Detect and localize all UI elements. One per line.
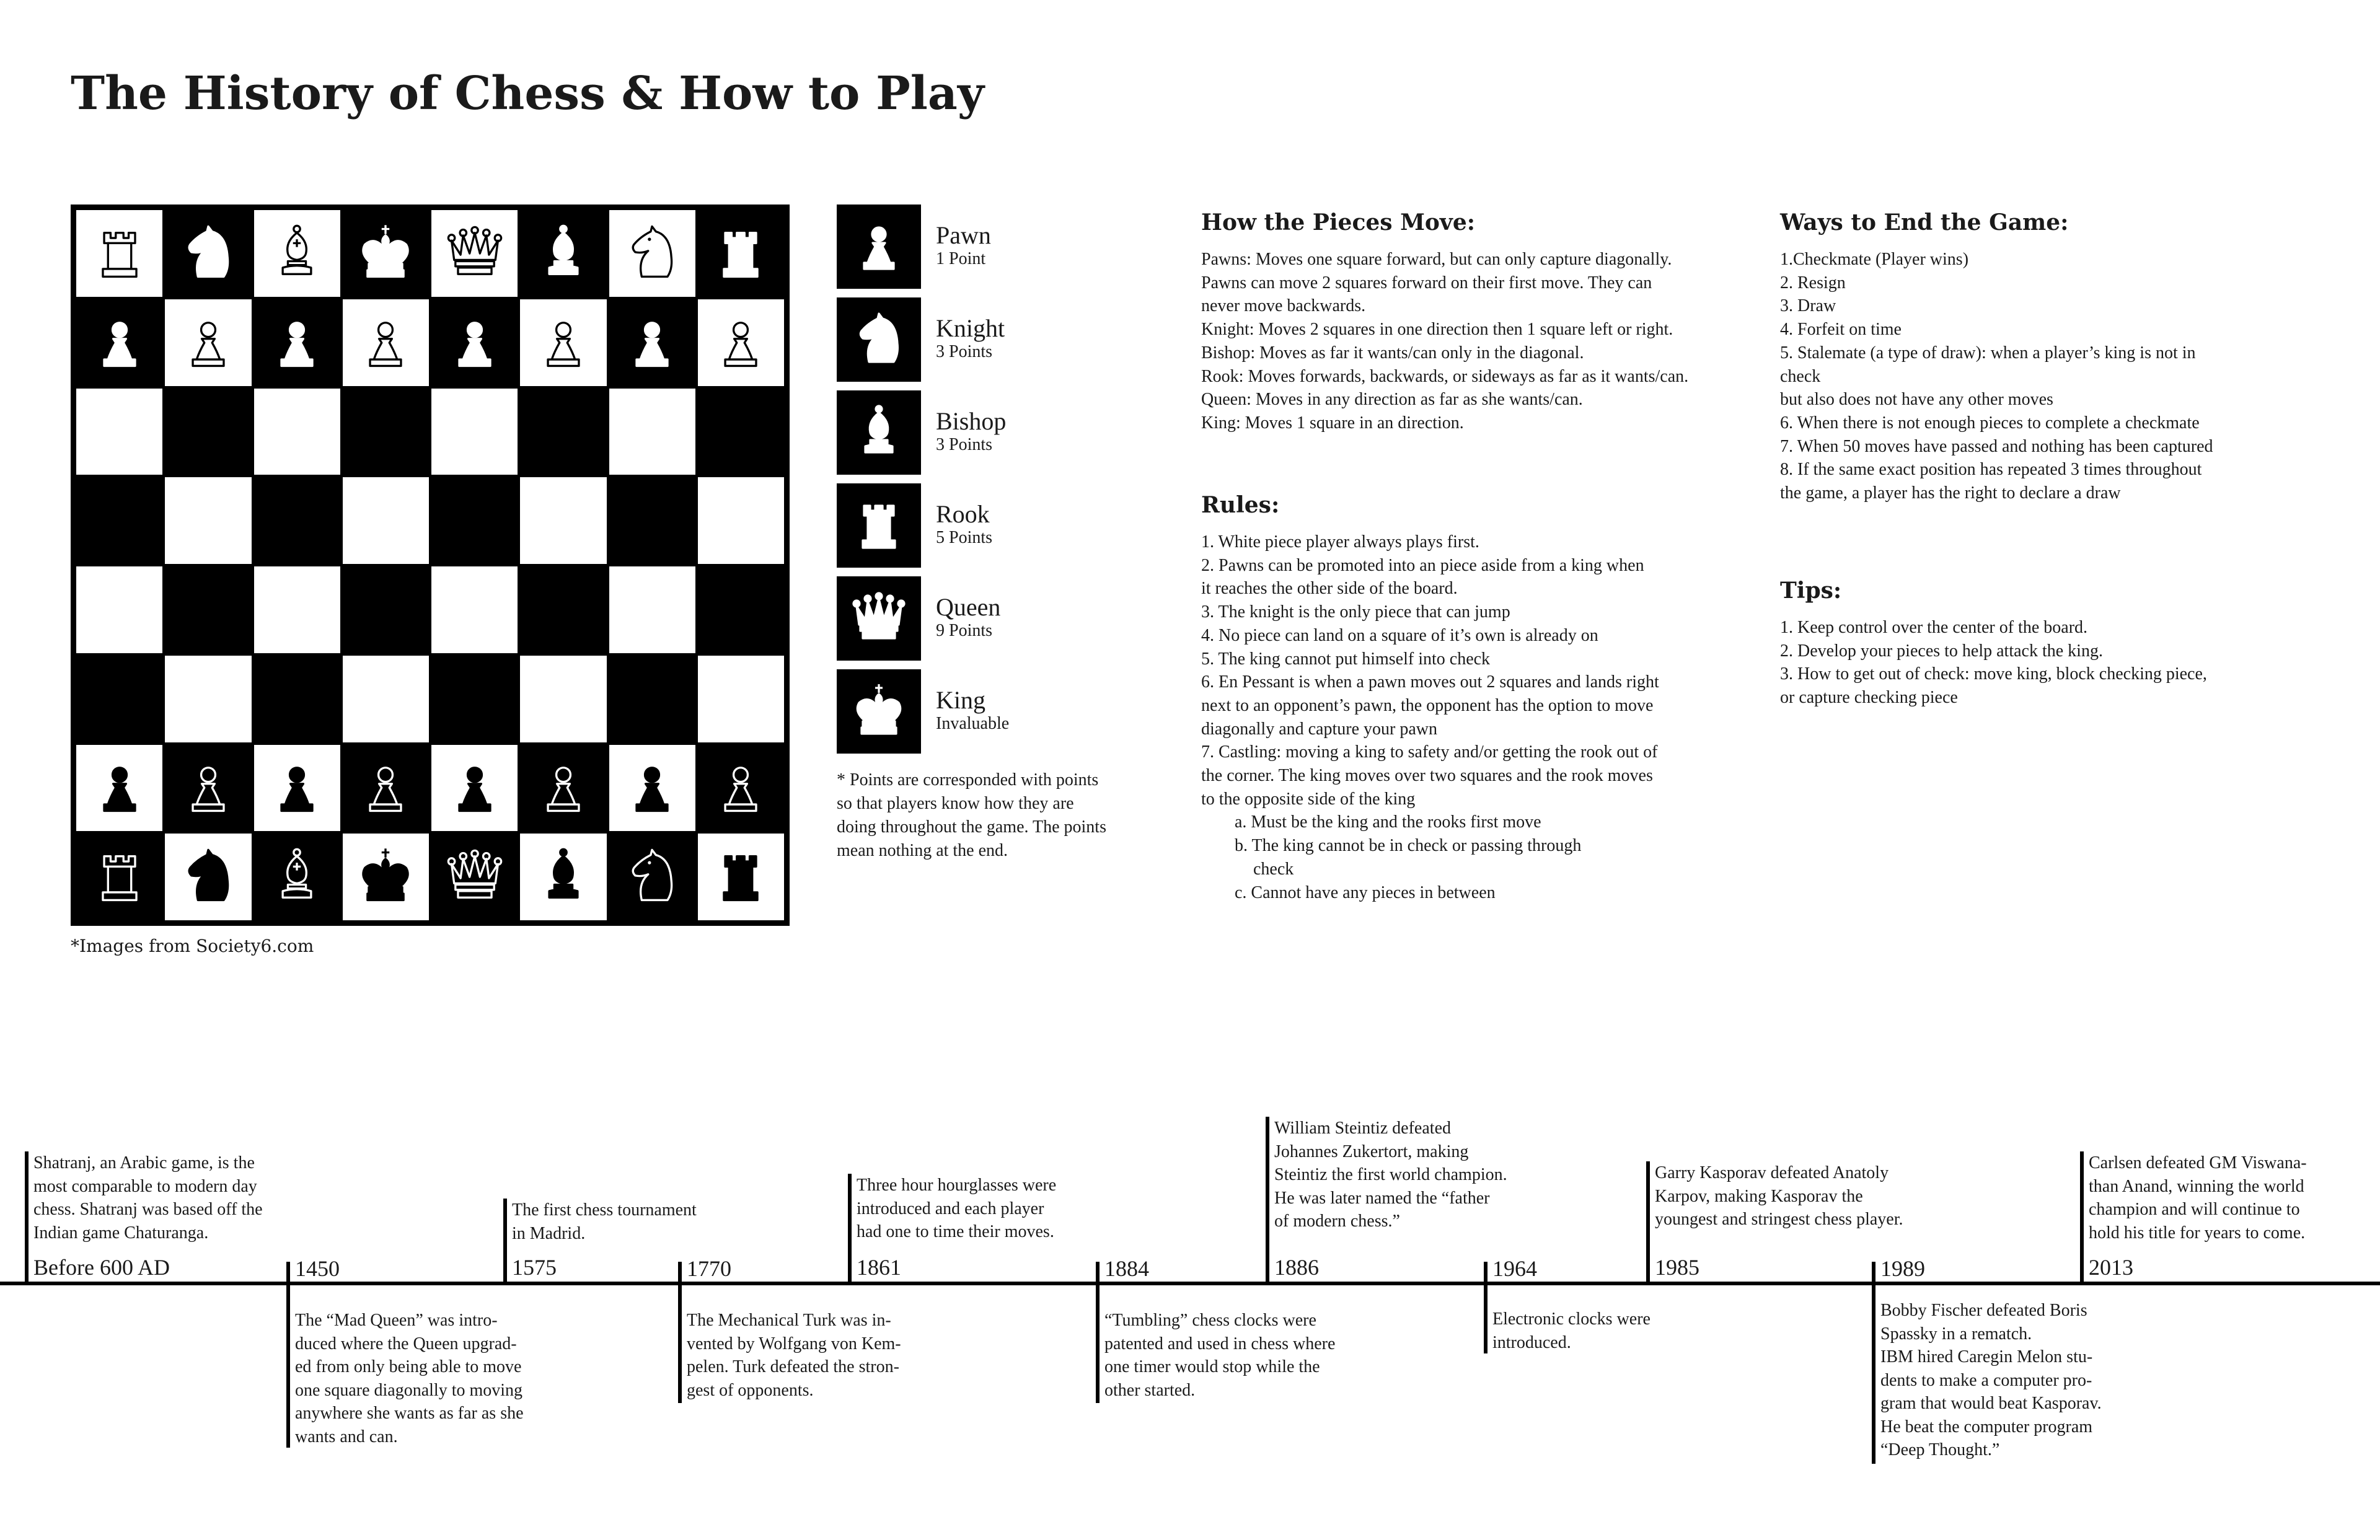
board-square (165, 834, 251, 920)
black-knight-icon (165, 834, 251, 920)
board-square (254, 834, 340, 920)
moves-section (1201, 209, 1747, 435)
rules-line: the corner. The king moves over two squares and the rook moves (1201, 766, 1653, 786)
white-pawn-icon (165, 299, 251, 386)
board-square (165, 477, 251, 564)
board-square (254, 566, 340, 653)
tips-line: 2. Develop your pieces to help attack the king. (1780, 641, 2103, 661)
board-square (609, 745, 695, 832)
black-rook-icon (76, 834, 162, 920)
tips-section (1780, 578, 2325, 710)
board-square (343, 477, 429, 564)
legend-piece-name: Knight (936, 314, 1005, 342)
legend-piece-name: Bishop (936, 407, 1007, 435)
board-square (698, 210, 784, 297)
moves-heading: How the Pieces Move: (1201, 209, 1476, 235)
end-game-text (1780, 248, 2325, 505)
timeline-event-text: William Steintiz defeated Johannes Zukertort, making Steintiz the first world champion. He was later named the “father of modern chess.” (1274, 1119, 1507, 1231)
knight-icon (837, 297, 921, 382)
timeline-year: 1964 (1492, 1256, 1537, 1281)
board-square (76, 210, 162, 297)
board-square (254, 477, 340, 564)
timeline-tick (1484, 1262, 1488, 1353)
timeline-year: 1886 (1274, 1255, 1319, 1280)
legend-piece-points: 3 Points (936, 435, 993, 454)
board-square (431, 210, 518, 297)
board-square (254, 745, 340, 832)
timeline-tick (503, 1199, 507, 1283)
rules-line: to the opposite side of the king (1201, 789, 1416, 809)
timeline-event-text: Three hour hourglasses were introduced and each player had one to time their moves. (857, 1176, 1057, 1241)
board-square (431, 834, 518, 920)
black-rook-icon (698, 834, 784, 920)
end-game-section (1780, 209, 2325, 505)
legend-piece-points: Invaluable (936, 714, 1010, 733)
timeline-tick (25, 1151, 29, 1283)
timeline-axis (0, 1282, 2380, 1285)
timeline-event-text: Electronic clocks were introduced. (1492, 1309, 1651, 1352)
board-square (76, 389, 162, 475)
timeline-year: 1985 (1655, 1255, 1699, 1280)
black-pawn-icon (343, 745, 429, 832)
board-square (343, 210, 429, 297)
rules-line: 4. No piece can land on a square of it’s own is already on (1201, 625, 1598, 645)
board-square (609, 834, 695, 920)
tips-heading: Tips: (1780, 578, 1842, 604)
end-game-line: 1.Checkmate (Player wins) (1780, 250, 1969, 269)
white-pawn-icon (431, 299, 518, 386)
board-square (520, 299, 606, 386)
board-square (76, 834, 162, 920)
white-king-icon (343, 210, 429, 297)
board-square (609, 389, 695, 475)
end-game-line: 5. Stalemate (a type of draw): when a player’s king is not in (1780, 343, 2196, 363)
board-square (165, 210, 251, 297)
legend-piece-points: 9 Points (936, 621, 993, 640)
bishop-icon (837, 390, 921, 475)
black-knight-icon (609, 834, 695, 920)
moves-text (1201, 248, 1747, 435)
end-game-line: 2. Resign (1780, 273, 1846, 293)
board-square (609, 477, 695, 564)
rules-section (1201, 492, 1747, 904)
board-square (254, 299, 340, 386)
legend-piece-name: Pawn (936, 221, 991, 249)
white-knight-icon (609, 210, 695, 297)
board-square (698, 389, 784, 475)
white-pawn-icon (609, 299, 695, 386)
board-square (343, 389, 429, 475)
end-game-line: 8. If the same exact position has repeated 3 times throughout (1780, 460, 2202, 480)
board-square (520, 834, 606, 920)
rules-line: c. Cannot have any pieces in between (1235, 882, 1496, 902)
moves-line: Queen: Moves in any direction as far as she wants/can. (1201, 390, 1583, 410)
white-queen-icon (431, 210, 518, 297)
rules-heading: Rules: (1201, 492, 1280, 518)
end-game-line: 7. When 50 moves have passed and nothing has been captured (1780, 436, 2213, 456)
board-square (431, 656, 518, 742)
board-square (698, 477, 784, 564)
board-square (520, 566, 606, 653)
moves-line: Rook: Moves forwards, backwards, or sideways as far as it wants/can. (1201, 366, 1689, 386)
timeline-tick (2080, 1151, 2084, 1283)
timeline-tick (1266, 1117, 1269, 1283)
white-pawn-icon (520, 299, 606, 386)
page-title: The History of Chess & How to Play (71, 67, 984, 120)
timeline-tick (1646, 1161, 1650, 1283)
rules-line: 5. The king cannot put himself into check (1201, 649, 1491, 669)
rules-line: 6. En Pessant is when a pawn moves out 2 squares and lands right (1201, 672, 1659, 692)
board-square (165, 745, 251, 832)
legend-piece-points: 5 Points (936, 528, 993, 547)
white-pawn-icon (254, 299, 340, 386)
rook-icon (837, 483, 921, 568)
rules-line: 2. Pawns can be promoted into an piece aside from a king when (1201, 555, 1644, 575)
black-pawn-icon (698, 745, 784, 832)
board-square (609, 299, 695, 386)
board-square (165, 299, 251, 386)
timeline-year: 1989 (1880, 1256, 1925, 1281)
white-pawn-icon (343, 299, 429, 386)
board-square (698, 745, 784, 832)
board-square (520, 745, 606, 832)
board-square (431, 389, 518, 475)
chess-board (71, 205, 790, 926)
tips-line: or capture checking piece (1780, 688, 1958, 708)
pawn-icon (837, 205, 921, 289)
rules-line: b. The king cannot be in check or passing through (1235, 836, 1582, 856)
moves-line: never move backwards. (1201, 296, 1366, 316)
end-game-line: check (1780, 366, 1821, 386)
black-pawn-icon (254, 745, 340, 832)
tips-line: 3. How to get out of check: move king, block checking piece, (1780, 664, 2207, 684)
legend-piece-name: Rook (936, 500, 990, 528)
board-square (254, 210, 340, 297)
timeline-year: 2013 (2089, 1255, 2133, 1280)
board-square (254, 389, 340, 475)
black-pawn-icon (76, 745, 162, 832)
board-square (609, 566, 695, 653)
end-game-line: but also does not have any other moves (1780, 390, 2053, 410)
legend-piece-points: 1 Point (936, 249, 986, 268)
timeline-event-text: “Tumbling” chess clocks were patented and used in chess where one timer would stop while the other started. (1104, 1311, 1336, 1400)
board-square (76, 477, 162, 564)
image-credit: *Images from Society6.com (71, 936, 314, 956)
legend-item-rook (837, 483, 1122, 568)
board-square (343, 656, 429, 742)
black-pawn-icon (520, 745, 606, 832)
black-king-icon (343, 834, 429, 920)
end-game-line: the game, a player has the right to declare a draw (1780, 483, 2121, 503)
timeline-event-text: Garry Kasporav defeated Anatoly Karpov, making Kasporav the youngest and stringest chess player. (1655, 1163, 1903, 1229)
board-square (254, 656, 340, 742)
timeline-tick (286, 1262, 290, 1448)
rules-line: 1. White piece player always plays first. (1201, 532, 1479, 552)
board-square (165, 656, 251, 742)
rules-text (1201, 530, 1747, 904)
moves-line: Pawns can move 2 squares forward on their first move. They can (1201, 273, 1652, 293)
end-game-heading: Ways to End the Game: (1780, 209, 2069, 235)
board-square (431, 566, 518, 653)
timeline-event-text: Bobby Fischer defeated Boris Spassky in a rematch. IBM hired Caregin Melon stu- dents to make a computer pro- gram that would beat Kasporav. He beat the computer program “Deep Thought.” (1880, 1301, 2102, 1459)
timeline-event-text: The “Mad Queen” was intro- duced where the Queen upgrad- ed from only being able to move one square diagonally to moving anywhere she wants as far as she wants and can. (295, 1311, 524, 1446)
board-square (520, 477, 606, 564)
moves-line: King: Moves 1 square in an direction. (1201, 413, 1464, 433)
black-queen-icon (431, 834, 518, 920)
end-game-line: 6. When there is not enough pieces to complete a checkmate (1780, 413, 2200, 433)
board-square (698, 834, 784, 920)
legend-item-queen (837, 576, 1122, 661)
rules-line: diagonally and capture your pawn (1201, 719, 1437, 739)
timeline-year: 1450 (295, 1256, 340, 1281)
moves-line: Pawns: Moves one square forward, but can only capture diagonally. (1201, 250, 1672, 269)
white-rook-icon (698, 210, 784, 297)
timeline-event-text: Shatranj, an Arabic game, is the most comparable to modern day chess. Shatranj was based off the Indian game Chaturanga. (33, 1153, 263, 1243)
board-square (76, 299, 162, 386)
end-game-line: 3. Draw (1780, 296, 1836, 316)
board-square (343, 566, 429, 653)
board-square (609, 210, 695, 297)
board-square (76, 566, 162, 653)
timeline-event-text: The Mechanical Turk was in- vented by Wolfgang von Kem- pelen. Turk defeated the stron- gest of opponents. (687, 1311, 901, 1400)
rules-line: next to an opponent’s pawn, the opponent has the option to move (1201, 695, 1654, 715)
board-square (698, 566, 784, 653)
timeline-tick (1872, 1262, 1875, 1464)
white-pawn-icon (698, 299, 784, 386)
tips-text (1780, 616, 2325, 710)
black-pawn-icon (165, 745, 251, 832)
end-game-line: 4. Forfeit on time (1780, 320, 1902, 340)
timeline-event-text: The first chess tournament in Madrid. (512, 1200, 697, 1243)
legend-item-bishop (837, 390, 1122, 475)
timeline-year: Before 600 AD (33, 1255, 170, 1280)
timeline-year: 1575 (512, 1255, 557, 1280)
timeline-tick (848, 1174, 852, 1283)
timeline-year: 1884 (1104, 1256, 1149, 1281)
board-square (520, 656, 606, 742)
legend-item-knight (837, 297, 1122, 382)
legend-piece-name: King (936, 686, 985, 714)
timeline-event-text: Carlsen defeated GM Viswana- than Anand, winning the world champion and will continue to hold his title for years to come. (2089, 1153, 2307, 1243)
board-square (165, 389, 251, 475)
timeline-tick (1096, 1262, 1100, 1403)
board-square (76, 656, 162, 742)
black-pawn-icon (609, 745, 695, 832)
king-icon (837, 669, 921, 754)
board-square (343, 299, 429, 386)
board-square (431, 299, 518, 386)
rules-line: 7. Castling: moving a king to safety and/or getting the rook out of (1201, 742, 1658, 762)
legend-item-pawn (837, 205, 1122, 289)
white-knight-icon (165, 210, 251, 297)
rules-line: check (1253, 859, 1294, 879)
board-square (698, 656, 784, 742)
board-square (520, 210, 606, 297)
board-square (431, 477, 518, 564)
white-rook-icon (76, 210, 162, 297)
points-note: * Points are corresponded with points so that players know how they are doing throughout the game. The points mean nothing at the end. (837, 770, 1106, 860)
black-pawn-icon (431, 745, 518, 832)
rules-line: it reaches the other side of the board. (1201, 579, 1458, 599)
board-square (698, 299, 784, 386)
rules-line: 3. The knight is the only piece that can jump (1201, 602, 1510, 622)
board-square (165, 566, 251, 653)
queen-icon (837, 576, 921, 661)
timeline-tick (678, 1262, 682, 1403)
board-square (431, 745, 518, 832)
board-square (76, 745, 162, 832)
tips-line: 1. Keep control over the center of the board. (1780, 618, 2088, 637)
timeline-year: 1861 (857, 1255, 901, 1280)
moves-line: Knight: Moves 2 squares in one direction then 1 square left or right. (1201, 320, 1673, 340)
black-bishop-icon (254, 834, 340, 920)
black-bishop-icon (520, 834, 606, 920)
moves-line: Bishop: Moves as far it wants/can only in the diagonal. (1201, 343, 1584, 363)
board-square (520, 389, 606, 475)
board-square (343, 834, 429, 920)
white-bishop-icon (520, 210, 606, 297)
white-pawn-icon (76, 299, 162, 386)
board-square (343, 745, 429, 832)
legend-piece-points: 3 Points (936, 342, 993, 361)
rules-line: a. Must be the king and the rooks first move (1235, 812, 1541, 832)
legend-item-king (837, 669, 1122, 754)
white-bishop-icon (254, 210, 340, 297)
board-square (609, 656, 695, 742)
legend-piece-name: Queen (936, 593, 1001, 621)
timeline-year: 1770 (687, 1256, 731, 1281)
